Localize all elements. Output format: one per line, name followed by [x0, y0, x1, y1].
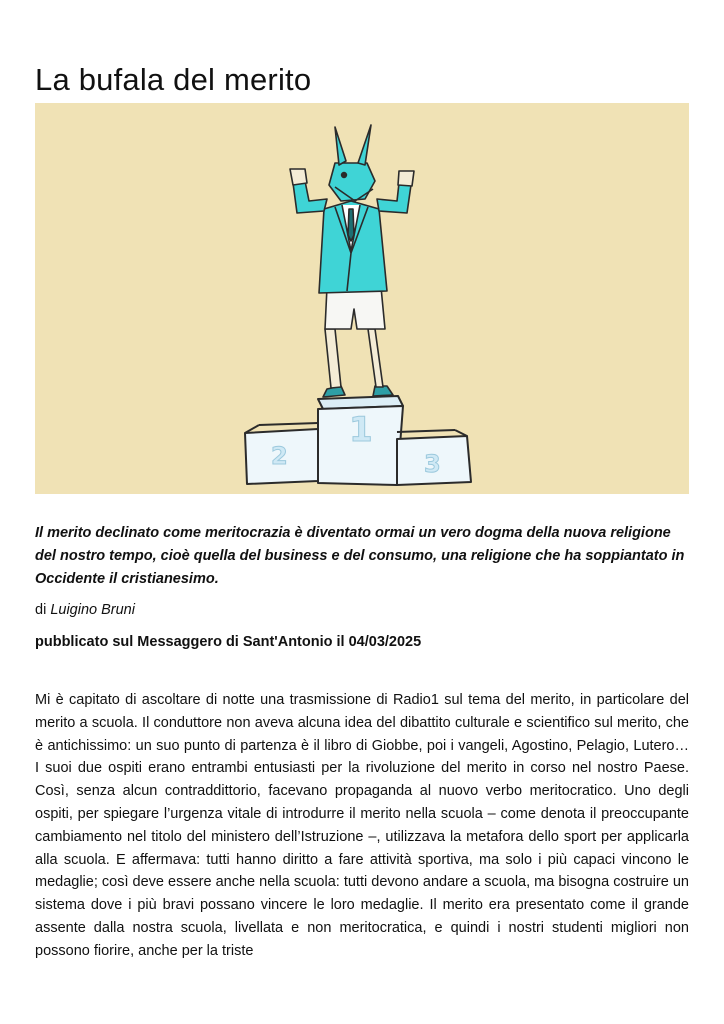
publication-info: pubblicato sul Messaggero di Sant'Antonio il 04/03/2025 — [35, 634, 422, 650]
article-title: La bufala del merito — [35, 62, 312, 97]
byline — [35, 600, 135, 620]
author-name: Luigino Bruni — [50, 602, 135, 618]
right-fist — [398, 171, 414, 186]
article-body: Mi è capitato di ascoltare di notte una trasmissione di Radio1 sul tema del merito, in particolare del merito a scuola. Il conduttore non aveva alcuna idea del dibattito culturale e scientifico sul merito, che è antichissimo: un suo punto di partenza è il libro di Giobbe, poi i vangeli, Agostino, Pelagio, Lutero… I suoi due ospiti erano entrambi entusiasti per la rivoluzione del merito in corso nel nostro Paese. Così, senza alcun contraddittorio, facevano propaganda al nuovo verbo meritocratico. Uno degli ospiti, per spiegare l’urgenza vitale di introdurre il merito nella scuola – come denota il preoccupante cambiamento nel titolo del ministero dell’Istruzione –, utilizzava la metafora dello sport per applicarla alla scuola. E affermava: tutti hanno diritto a fare attività sportiva, ma solo i più capaci vincono le medaglie; così deve essere anche nella scuola: tutti devono andare a scuola, ma bisogna costruire un sistema dove i più bravi possano vincere le loro medaglie. Il merito era presentato come il grande assente dalla nostra scuola, livellata e non meritocratica, e quindi i nostri studenti migliori non possono fiorire, anche per la triste — [35, 692, 689, 959]
tie — [348, 209, 354, 241]
donkey-podium-illustration — [35, 103, 689, 494]
article-lead: Il merito declinato come meritocrazia è diventato ormai un vero dogma della nuova religione del nostro tempo, cioè quella del business e del consumo, una religione che ha soppiantato in Occidente il cristianesimo. — [35, 525, 685, 587]
left-fist — [290, 169, 307, 185]
donkey-eye — [342, 173, 347, 178]
podium-number-third: 3 — [424, 450, 441, 478]
byline-prefix: di — [35, 602, 47, 618]
illustration-svg — [35, 103, 689, 494]
podium-number-first: 1 — [349, 410, 373, 450]
podium-number-second: 2 — [271, 442, 288, 470]
